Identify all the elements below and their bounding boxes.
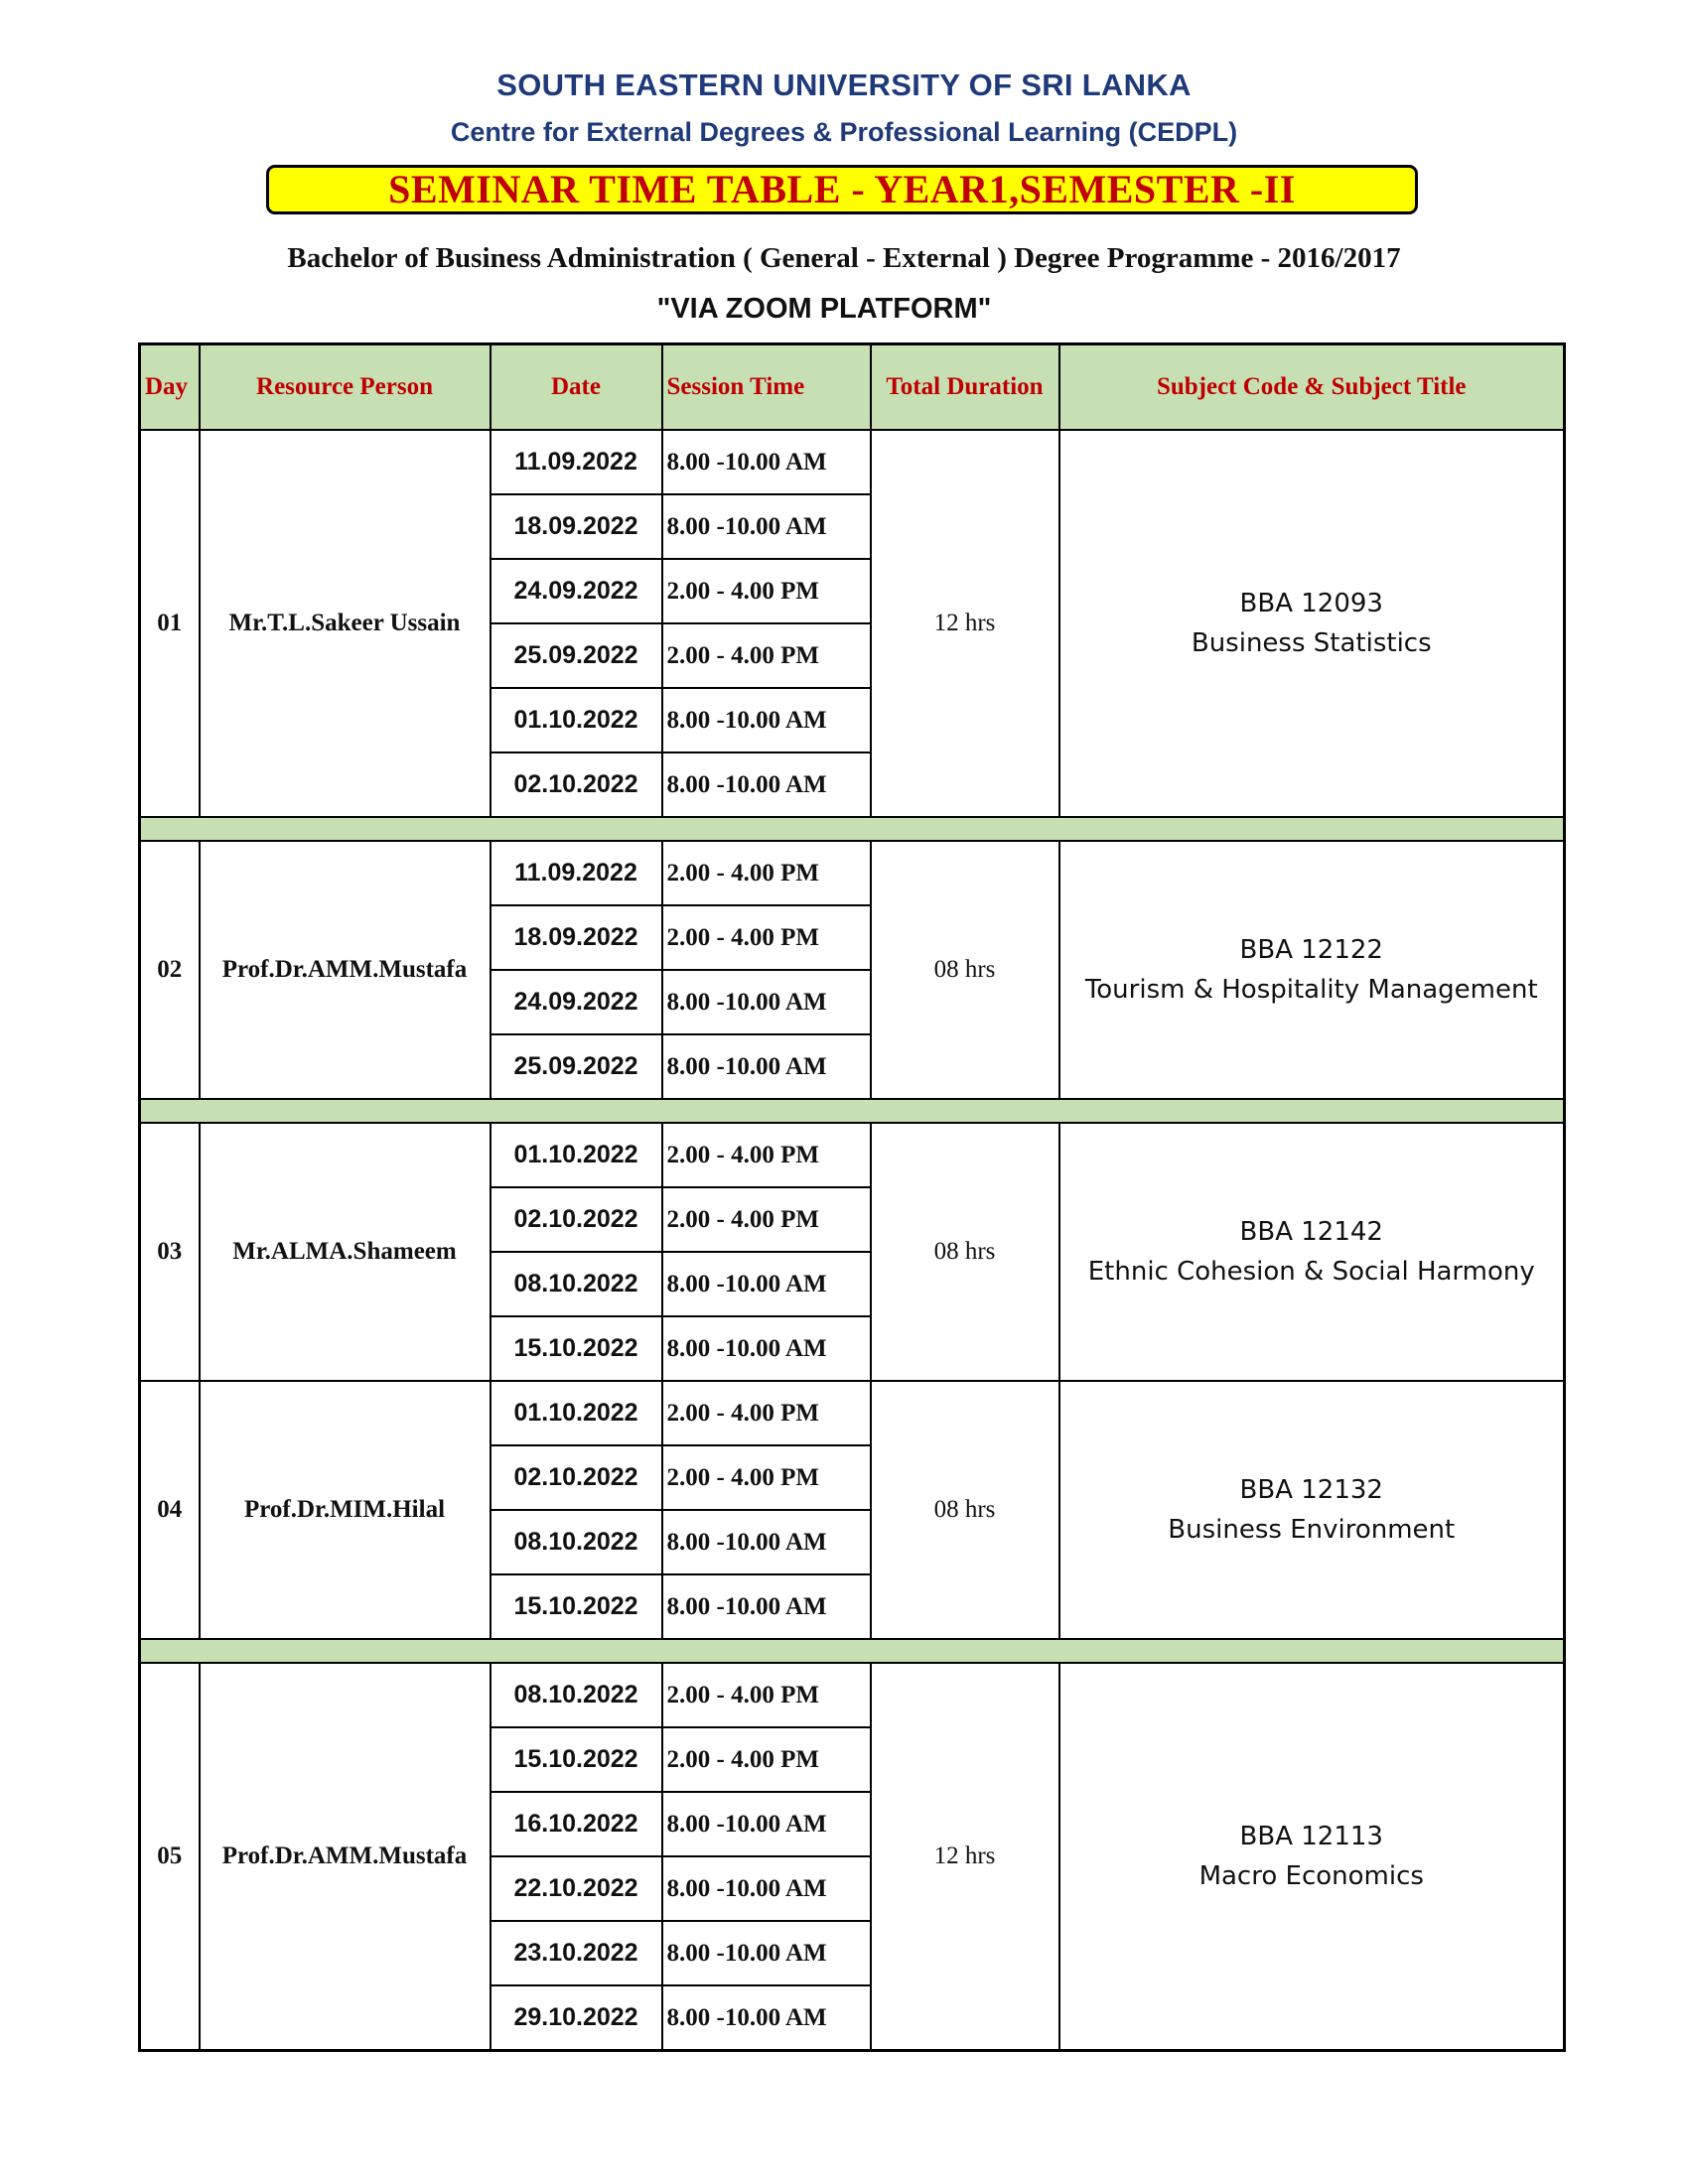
subject-code: BBA 12093: [1239, 589, 1383, 618]
session-time-cell: 8.00 -10.00 AM: [662, 1034, 871, 1099]
session-time-cell: 8.00 -10.00 AM: [662, 1252, 871, 1316]
date-cell: 24.09.2022: [491, 970, 662, 1034]
session-time-cell: 2.00 - 4.00 PM: [662, 841, 871, 905]
subject-code: BBA 12142: [1239, 1217, 1383, 1247]
resource-person-cell: Prof.Dr.AMM.Mustafa: [200, 841, 491, 1099]
date-cell: 29.10.2022: [491, 1985, 662, 2051]
date-cell: 02.10.2022: [491, 1187, 662, 1252]
table-row: [140, 1381, 1565, 1445]
session-time-cell: 2.00 - 4.00 PM: [662, 559, 871, 623]
date-cell: 25.09.2022: [491, 623, 662, 688]
resource-person-cell: Mr.T.L.Sakeer Ussain: [200, 430, 491, 817]
day-cell: 02: [140, 841, 200, 1099]
resource-person-cell: Mr.ALMA.Shameem: [200, 1123, 491, 1381]
table-row: [140, 841, 1565, 905]
table-row: [140, 1123, 1565, 1187]
date-cell: 01.10.2022: [491, 688, 662, 752]
total-duration-cell: 08 hrs: [871, 1123, 1059, 1381]
column-header-subject: Subject Code & Subject Title: [1059, 344, 1565, 431]
table-row: [140, 1663, 1565, 1727]
session-time-cell: 8.00 -10.00 AM: [662, 1985, 871, 2051]
date-cell: 11.09.2022: [491, 841, 662, 905]
session-time-cell: 2.00 - 4.00 PM: [662, 905, 871, 970]
column-header-day: Day: [140, 344, 200, 431]
subject-cell: [1059, 1123, 1565, 1381]
day-cell: 01: [140, 430, 200, 817]
platform-note: "VIA ZOOM PLATFORM": [656, 293, 992, 325]
session-time-cell: 8.00 -10.00 AM: [662, 494, 871, 559]
session-time-cell: 8.00 -10.00 AM: [662, 430, 871, 494]
subject-cell: [1059, 1663, 1565, 2051]
total-duration-cell: 12 hrs: [871, 1663, 1059, 2051]
total-duration-cell: 08 hrs: [871, 841, 1059, 1099]
subject-title: Business Statistics: [1191, 628, 1432, 658]
column-header-resource-person: Resource Person: [200, 344, 491, 431]
table-row: [140, 430, 1565, 494]
centre-name: Centre for External Degrees & Professional Learning (CEDPL): [450, 117, 1238, 147]
session-time-cell: 8.00 -10.00 AM: [662, 1316, 871, 1381]
session-time-cell: 2.00 - 4.00 PM: [662, 1663, 871, 1727]
date-cell: 01.10.2022: [491, 1123, 662, 1187]
subject-cell: [1059, 430, 1565, 817]
session-time-cell: 2.00 - 4.00 PM: [662, 1381, 871, 1445]
date-cell: 15.10.2022: [491, 1316, 662, 1381]
subject-title: Tourism & Hospitality Management: [1084, 975, 1538, 1005]
session-time-cell: 2.00 - 4.00 PM: [662, 1727, 871, 1792]
session-time-cell: 8.00 -10.00 AM: [662, 752, 871, 817]
session-time-cell: 2.00 - 4.00 PM: [662, 623, 871, 688]
session-time-cell: 8.00 -10.00 AM: [662, 970, 871, 1034]
date-cell: 11.09.2022: [491, 430, 662, 494]
subject-title: Macro Economics: [1198, 1861, 1424, 1891]
date-cell: 08.10.2022: [491, 1663, 662, 1727]
subject-title: Ethnic Cohesion & Social Harmony: [1087, 1257, 1535, 1287]
group-separator-row: [140, 817, 1565, 841]
date-cell: 16.10.2022: [491, 1792, 662, 1856]
session-time-cell: 8.00 -10.00 AM: [662, 688, 871, 752]
timetable-table: [138, 342, 1566, 2052]
subject-code: BBA 12132: [1239, 1475, 1383, 1505]
date-cell: 02.10.2022: [491, 1445, 662, 1510]
date-cell: 08.10.2022: [491, 1510, 662, 1574]
total-duration-cell: 08 hrs: [871, 1381, 1059, 1639]
session-time-cell: 8.00 -10.00 AM: [662, 1921, 871, 1985]
date-cell: 18.09.2022: [491, 905, 662, 970]
date-cell: 15.10.2022: [491, 1574, 662, 1639]
group-separator-row: [140, 1099, 1565, 1123]
subject-cell: [1059, 1381, 1565, 1639]
date-cell: 24.09.2022: [491, 559, 662, 623]
group-separator: [140, 1639, 1565, 1663]
date-cell: 18.09.2022: [491, 494, 662, 559]
session-time-cell: 8.00 -10.00 AM: [662, 1856, 871, 1921]
group-separator: [140, 1099, 1565, 1123]
session-time-cell: 2.00 - 4.00 PM: [662, 1445, 871, 1510]
date-cell: 15.10.2022: [491, 1727, 662, 1792]
subject-code: BBA 12113: [1239, 1822, 1383, 1851]
day-cell: 04: [140, 1381, 200, 1639]
date-cell: 22.10.2022: [491, 1856, 662, 1921]
day-cell: 03: [140, 1123, 200, 1381]
date-cell: 02.10.2022: [491, 752, 662, 817]
day-cell: 05: [140, 1663, 200, 2051]
timetable-body: [140, 430, 1565, 2051]
date-cell: 08.10.2022: [491, 1252, 662, 1316]
subject-title: Business Environment: [1168, 1515, 1456, 1545]
timetable: [138, 342, 1563, 2052]
date-cell: 23.10.2022: [491, 1921, 662, 1985]
session-time-cell: 2.00 - 4.00 PM: [662, 1187, 871, 1252]
session-time-cell: 8.00 -10.00 AM: [662, 1792, 871, 1856]
table-header-row: [140, 344, 1565, 431]
resource-person-cell: Prof.Dr.MIM.Hilal: [200, 1381, 491, 1639]
university-name: SOUTH EASTERN UNIVERSITY OF SRI LANKA: [496, 68, 1192, 102]
date-cell: 01.10.2022: [491, 1381, 662, 1445]
subject-code: BBA 12122: [1239, 935, 1383, 965]
subject-cell: [1059, 841, 1565, 1099]
date-cell: 25.09.2022: [491, 1034, 662, 1099]
session-time-cell: 8.00 -10.00 AM: [662, 1510, 871, 1574]
column-header-session-time: Session Time: [662, 344, 871, 431]
session-time-cell: 8.00 -10.00 AM: [662, 1574, 871, 1639]
group-separator-row: [140, 1639, 1565, 1663]
resource-person-cell: Prof.Dr.AMM.Mustafa: [200, 1663, 491, 2051]
timetable-banner: SEMINAR TIME TABLE - YEAR1,SEMESTER -II: [266, 165, 1418, 214]
column-header-date: Date: [491, 344, 662, 431]
total-duration-cell: 12 hrs: [871, 430, 1059, 817]
column-header-total-duration: Total Duration: [871, 344, 1059, 431]
programme-title: Bachelor of Business Administration ( General - External ) Degree Programme - 2016/2017: [287, 242, 1401, 274]
group-separator: [140, 817, 1565, 841]
session-time-cell: 2.00 - 4.00 PM: [662, 1123, 871, 1187]
